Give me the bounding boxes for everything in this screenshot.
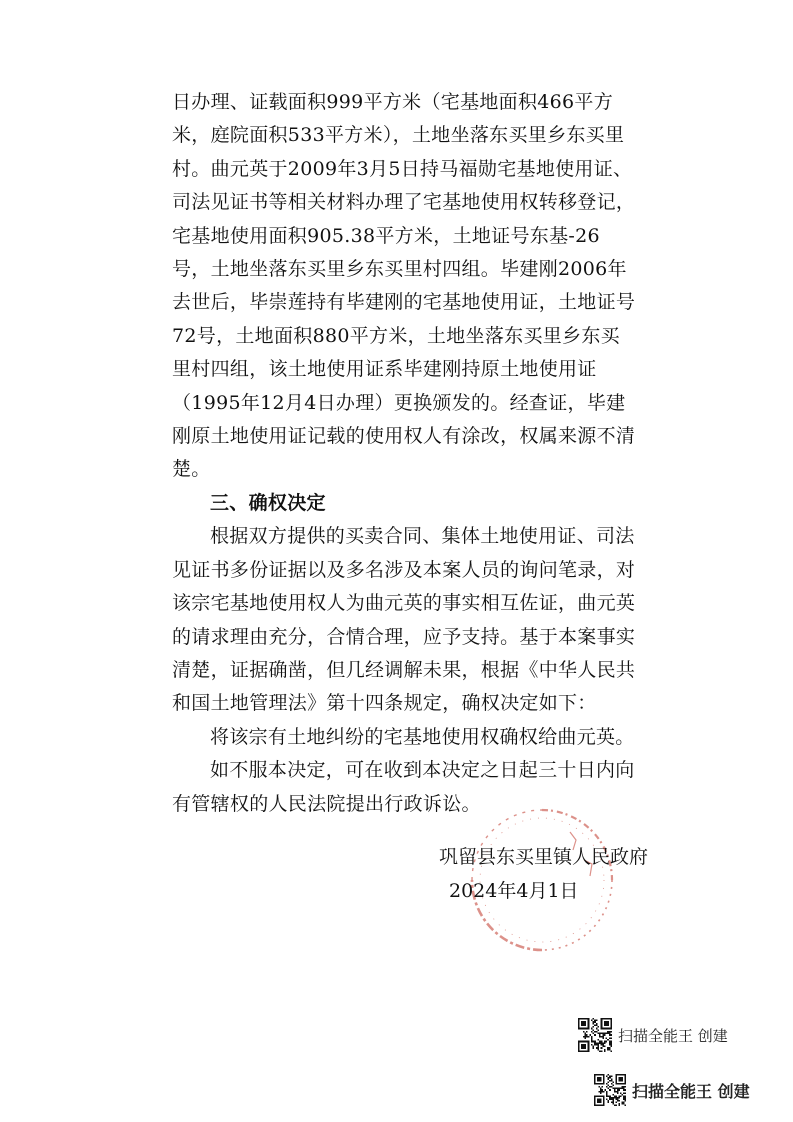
watermark-label: 扫描全能王 创建 bbox=[632, 1081, 750, 1101]
watermark-label: 扫描全能王 创建 bbox=[618, 1026, 728, 1045]
signature-block bbox=[439, 840, 649, 908]
scanner-watermark bbox=[578, 1018, 728, 1052]
decision-paragraph: 根据双方提供的买卖合同、集体土地使用证、司法见证书多份证据以及多名涉及本案人员的询问笔录，对该宗宅基地使用权人为曲元英的事实相互佐证，曲元英的请求理由充分，合情合理，应予支持。基于本案事实清楚，证据确凿，但几经调解未果，根据《中华人民共和国土地管理法》第十四条规定，确权决定如下： bbox=[172, 525, 636, 715]
decision-result-paragraph: 将该宗有土地纠纷的宅基地使用权确权给曲元英。 bbox=[210, 725, 635, 748]
appeal-notice-paragraph: 如不服本决定，可在收到本决定之日起三十日内向有管辖权的人民法院提出行政诉讼。 bbox=[172, 759, 635, 815]
qr-code-icon bbox=[594, 1074, 626, 1106]
document-body bbox=[172, 86, 638, 821]
scanner-watermark-bold bbox=[594, 1074, 750, 1106]
fact-paragraph: 日办理、证载面积999平方米（宅基地面积466平方米，庭院面积533平方米），土地坐落东买里乡东买里村。曲元英于2009年3月5日持马福勋宅基地使用证、司法见证书等相关材料办理了宅基地使用权转移登记，宅基地使用面积905.38平方米，土地证号东基-26号，土地坐落东买里乡东买里村四组。毕建刚2006年去世后，毕崇莲持有毕建刚的宅基地使用证，土地证号72号，土地面积880平方米，土地坐落东买里乡东买里村四组，该土地使用证系毕建刚持原土地使用证（1995年12月4日办理）更换颁发的。经查证，毕建刚原土地使用证记载的使用权人有涂改，权属来源不清楚。 bbox=[172, 91, 636, 481]
section-heading: 三、确权决定 bbox=[210, 491, 326, 514]
qr-code-icon bbox=[578, 1018, 612, 1052]
issuing-authority: 巩留县东买里镇人民政府 bbox=[439, 846, 649, 868]
issue-date: 2024年4月1日 bbox=[449, 880, 579, 902]
